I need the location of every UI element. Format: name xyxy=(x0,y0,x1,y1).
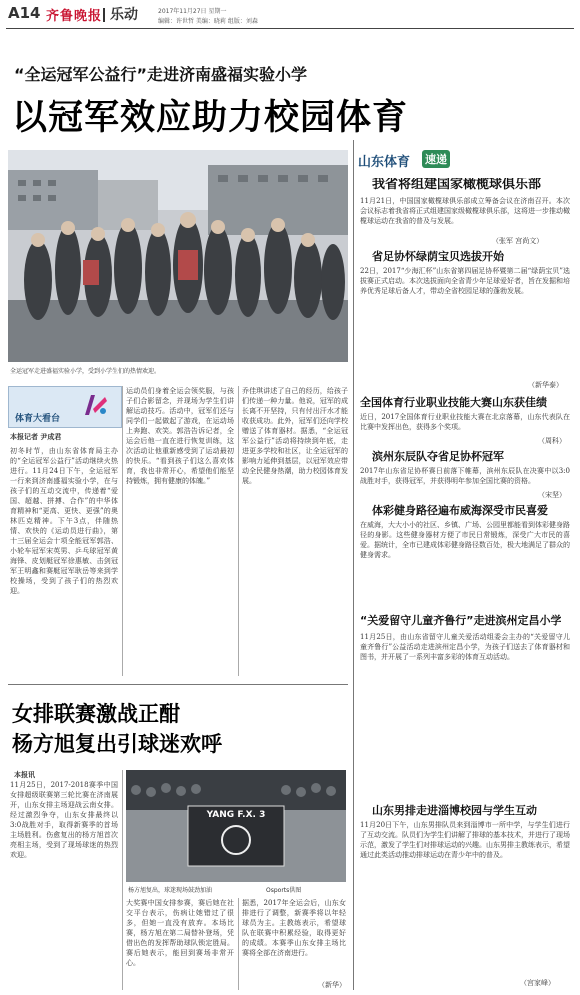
sidebar-divider xyxy=(353,140,354,990)
col-divider xyxy=(122,770,123,990)
volleyball-photo-caption: 杨方旭复出，球迷现场鼓劲加油 xyxy=(128,887,213,894)
sidebar-item-body-4: 2017年山东省足协杯赛日前落下帷幕，滨州东辰队在决赛中以3:0战胜对手，获得冠军，并获得明年参加全国比赛的资格。 xyxy=(360,467,570,485)
sidebar-item-body-5: 在威海，大大小小的社区、乡镇、广场、公园里都能看到体彩健身路径的身影。这些健身器材方便了市民日常锻炼，深受广大市民的喜爱。据统计，全市已建成体彩健身路径数百处，极大地满足了群众的健身需求。 xyxy=(360,521,570,559)
sidebar-item-title-6: “关爱留守儿童齐鲁行”走进滨州定昌小学 xyxy=(360,614,562,627)
volleyball-body-col2: 大奖赛中国女排参赛，赛后她在社交平台表示，伤病让她错过了很多，但她一直没有放弃。本场比赛，杨方旭在第二局替补登场，凭借出色的发挥帮助球队锁定胜局。赛后她表示，能回到赛场非常开心。 xyxy=(126,899,234,967)
sidebar-logo-text: 山东体育 xyxy=(358,155,411,170)
lead-photo xyxy=(8,150,348,362)
header-rule xyxy=(6,28,574,29)
lead-body-col1: 初冬时节，由山东省体育局主办的“全运冠军公益行”活动继续火热进行。11月24日下午，全运冠军一行来到济南盛福实验小学，在与孩子们的互动交流中，传递着“爱国、超越、拼搏、合作”的中华体育精神和“更高、更快、更强”的奥林匹克精神。下午3点，伴随热情、欢快的《运动员进行曲》，第十三届全运会十项全能冠军郭浩、小轮车冠军宋英男、乒乓球冠军黄海锋、皮划艇冠军徐惠敏、击剑冠军王明鑫和赛艇冠军耿岳等来到学校操场，受到了孩子们的热烈欢迎。 xyxy=(10,447,118,595)
section-divider xyxy=(8,684,348,685)
col-divider xyxy=(122,386,123,676)
sidebar-logo-badge: 速递 xyxy=(422,150,450,168)
volleyball-sign: （新华） xyxy=(318,981,346,989)
issue-date: 2017年11月27日 星期一 xyxy=(158,8,227,15)
col-divider xyxy=(238,386,239,676)
sidebar-item-title-5: 体彩健身路径遍布威海深受市民喜爱 xyxy=(372,504,548,517)
volleyball-photo-image xyxy=(126,770,346,882)
sidebar-item-body-6: 11月25日，由山东省留守儿童关爱活动组委会主办的“关爱留守儿童齐鲁行”公益活动走进滨州定昌小学，为孩子们送去了体育器材和图书，并开展了一系列丰富多彩的体育互动活动。 xyxy=(360,633,570,661)
section-name: 乐动 xyxy=(110,7,138,23)
lead-body-col3: 乔佳琪讲述了自己的经历，给孩子们传递一种力量。他说，冠军的成长离不开坚持，只有付出汗水才能收获成功。此外，冠军们还向学校赠送了体育器材。据悉，“全运冠军公益行”活动将持续到年底，走进更多学校和社区，让全运冠军的影响力延伸到基层，以冠军效应带动全民健身热潮，助力校园体育发展。 xyxy=(242,387,348,485)
sidebar-item-sign-1: （张军 宫尚文） xyxy=(492,237,544,245)
sidebar-item-body-2: 22日，2017“少海汇杯”山东省第四届足协杯暨第二届“绿荫宝贝”选拔赛正式启动。本次选拔面向全省青少年足球爱好者，旨在发掘和培养优秀足球后备人才，带动全省校园足球的蓬勃发展。 xyxy=(360,267,570,295)
col-divider xyxy=(238,898,239,990)
volleyball-body-col3: 据悉，2017年全运会后，山东女排进行了调整，新赛季将以年轻球员为主。主教练表示，希望球队在联赛中积累经验，取得更好的成绩。本赛季山东女排主场比赛将全部在济南进行。 xyxy=(242,899,346,957)
sidebar-item-body-1: 11月21日，中国国家橄榄球俱乐部成立筹备会议在济南召开。本次会议标志着我省将正式组建国家级橄榄球俱乐部，这将进一步推动橄榄球运动在我省的普及与发展。 xyxy=(360,197,570,225)
sidebar-logo xyxy=(358,150,468,168)
volleyball-photo xyxy=(126,770,346,882)
sidebar-item-body-3: 近日，2017全国体育行业职业技能大赛在北京落幕，山东代表队在比赛中发挥出色，获得多个奖项。 xyxy=(360,413,570,431)
sidebar-item-sign-4: （宋坚） xyxy=(538,491,566,499)
column-logo-emblem-icon xyxy=(81,391,109,419)
volleyball-body-col1: 11月25日，2017-2018赛季中国女排超级联赛第三轮比赛在济南展开，山东女排主场迎战云南女排。经过激烈争夺，山东女排最终以3:0战胜对手，取得新赛季的首场主场胜利。伤愈复出的杨方旭首次亮相主场，受到了现场球迷的热烈欢迎。 xyxy=(10,781,118,859)
sidebar-item-body-7: 11月20日下午，山东男排队员来到淄博市一所中学，与学生们进行了互动交流。队员们为学生们讲解了排球的基本技术，并进行了现场示范，激发了学生们对排球运动的兴趣。山东男排主教练表示，希望通过此类活动推动排球运动在青少年中的普及。 xyxy=(360,821,570,859)
lead-kicker: “全运冠军公益行”走进济南盛福实验小学 xyxy=(14,65,308,84)
sidebar-item-title-4: 滨州东辰队夺省足协杯冠军 xyxy=(372,450,504,463)
volleyball-photo-credit: Osports供图 xyxy=(266,887,302,894)
sidebar-item-title-1: 我省将组建国家橄榄球俱乐部 xyxy=(372,178,542,192)
column-logo-text: 体育大看台 xyxy=(15,414,61,424)
lead-headline: 以冠军效应助力校园体育 xyxy=(12,98,409,138)
column-logo xyxy=(8,386,122,428)
editors-line: 编辑：许世哲 美编：晓莉 组版：刘森 xyxy=(158,18,258,25)
volleyball-headline-1: 女排联赛激战正酣 xyxy=(12,702,180,726)
lead-photo-image xyxy=(8,150,348,362)
sidebar-item-sign-2: （新华泰） xyxy=(528,381,563,389)
lead-photo-caption: 全运冠军走进盛福实验小学，受到小学生们的热情欢迎。 xyxy=(10,368,161,375)
volleyball-banner-text: YANG F.X. 3 xyxy=(206,810,266,820)
lead-byline: 本报记者 尹成君 xyxy=(10,433,62,441)
lead-body-col2: 运动员们身着全运会领奖服，与孩子们合影留念，并现场为学生们讲解运动技巧。活动中，冠军们还与同学们一起做起了游戏，在运动场上奔跑、欢笑。郭浩告诉记者，全运会后他一直在进行恢复训练，这次活动让他重新感受到了运动最初的快乐。“看到孩子们这么喜欢体育，我也非常开心，希望他们能坚持锻炼，拥有健康的体魄。” xyxy=(126,387,234,485)
volleyball-headline-2: 杨方旭复出引球迷欢呼 xyxy=(12,732,222,756)
sidebar-item-title-2: 省足协怀绿荫宝贝选拔开始 xyxy=(372,250,504,263)
volleyball-byline: 本报讯 xyxy=(14,771,35,779)
sidebar-item-title-3: 全国体育行业职业技能大赛山东获佳绩 xyxy=(360,396,547,409)
header-separator xyxy=(103,8,105,22)
sidebar-item-sign-7: （宫家峰） xyxy=(520,979,555,987)
paper-logo: 齐鲁晚报 xyxy=(46,9,103,24)
sidebar-item-sign-3: （周科） xyxy=(538,437,566,445)
page-number: A14 xyxy=(8,4,41,22)
sidebar-item-title-7: 山东男排走进淄博校园与学生互动 xyxy=(372,804,537,817)
